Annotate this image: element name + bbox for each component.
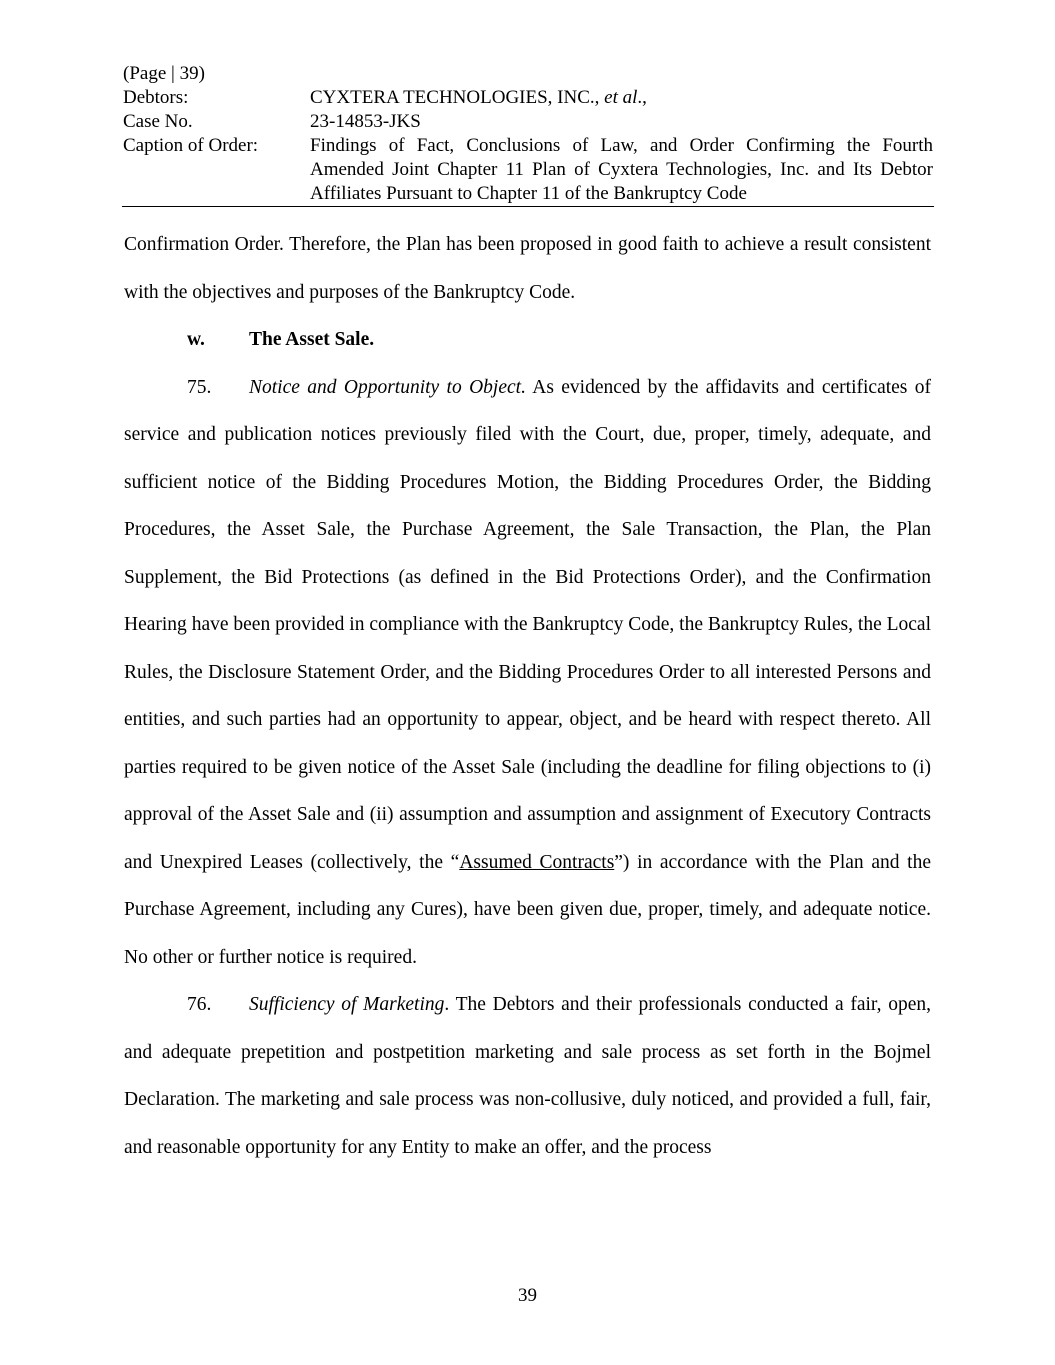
document-body: [124, 221, 931, 1171]
paragraph-75: [124, 364, 931, 982]
debtors-row: [123, 86, 933, 110]
section-letter: w.: [187, 329, 205, 350]
debtors-value: [310, 86, 933, 110]
document-header: [123, 62, 933, 206]
paragraph-76-text: . The Debtors and their professionals conducted a fair, open, and adequate prepetition and postpetition marketing and sale process as set forth in the Bojmel Declaration. The marketing and sale process was non-collusive, duly noticed, and provided a full, fair, and reasonable opportunity for any Entity to make an offer, and the process: [124, 994, 931, 1158]
paragraph-76-title: Sufficiency of Marketing: [249, 994, 445, 1015]
assumed-contracts-term: Assumed Contracts: [459, 851, 615, 873]
header-divider: [122, 206, 934, 207]
page-number: 39: [518, 1285, 537, 1306]
page-label: (Page | 39): [123, 63, 205, 84]
debtors-label: Debtors:: [123, 87, 189, 108]
case-value: 23-14853-JKS: [310, 111, 421, 132]
paragraph-75-text-a: As evidenced by the affidavits and certificates of service and publication notices previously filed with the Court, due, proper, timely, adequate, and sufficient notice of the Bidding Procedures Motion, the Bidding Procedures Order, the Bidding Procedures, the Asset Sale, the Purchase Agreement, the Sale Transaction, the Plan, the Plan Supplement, the Bid Protections (as defined in the Bid Protections Order), and the Confirmation Hearing have been provided in compliance with the Bankruptcy Code, the Bankruptcy Rules, the Local Rules, the Disclosure Statement Order, and the Bidding Procedures Order to all interested Persons and entities, and such parties had an opportunity to appear, object, and be heard with respect thereto. All parties required to be given notice of the Asset Sale (including the deadline for filing objections to (i) approval of the Asset Sale and (ii) assumption and assumption and assignment of Executory Contracts and Unexpired Leases (collectively, the “: [124, 376, 931, 873]
caption-row: [123, 134, 933, 206]
section-title: The Asset Sale.: [249, 329, 375, 350]
paragraph-76: [124, 981, 931, 1171]
debtors-tail: .,: [637, 87, 647, 108]
paragraph-75-text-b: ”) in accordance with the Plan and the Purchase Agreement, including any Cures), have been given due, proper, timely, and adequate notice. No other or further notice is required.: [124, 851, 931, 968]
page-label-row: [123, 62, 933, 86]
case-label: Case No.: [123, 111, 193, 132]
caption-label: Caption of Order:: [123, 135, 259, 156]
caption-value: Findings of Fact, Conclusions of Law, and Order Confirming the Fourth Amended Joint Chapter 11 Plan of Cyxtera Technologies, Inc. and Its Debtor Affiliates Pursuant to Chapter 11 of the Bankruptcy Code: [310, 135, 933, 204]
case-row: [123, 110, 933, 134]
paragraph-75-title: Notice and Opportunity to Object.: [249, 376, 526, 398]
paragraph-76-number: 76.: [187, 994, 212, 1015]
debtors-etal: et al: [604, 87, 638, 108]
debtors-name: CYXTERA TECHNOLOGIES, INC.,: [310, 87, 600, 108]
section-heading: [124, 316, 931, 364]
paragraph-75-number: 75.: [187, 376, 212, 398]
intro-paragraph: Confirmation Order. Therefore, the Plan has been proposed in good faith to achieve a result consistent with the objectives and purposes of the Bankruptcy Code.: [124, 234, 931, 303]
